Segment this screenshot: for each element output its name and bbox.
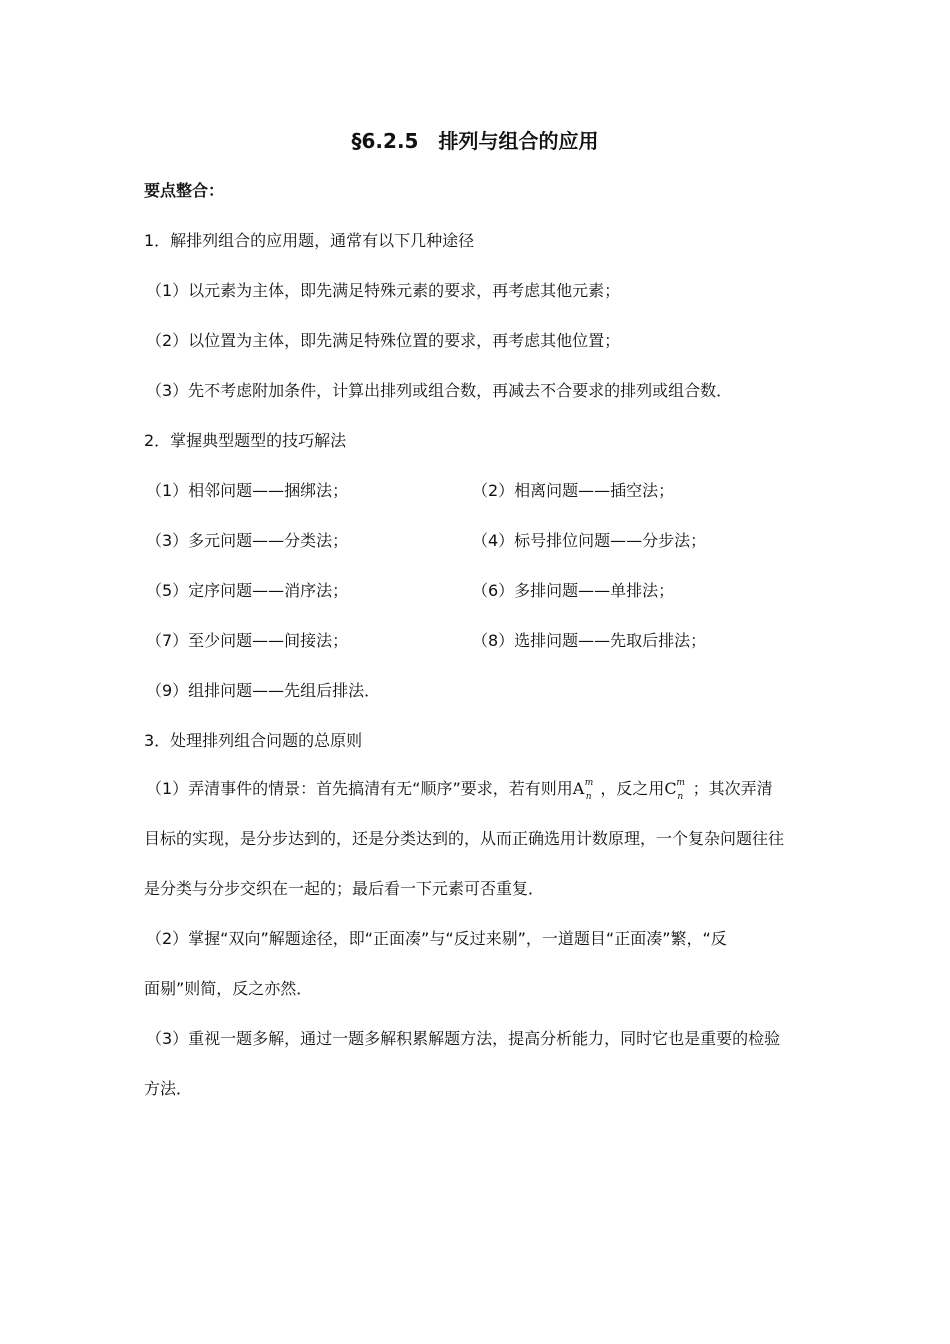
permutation-sub: n (585, 792, 592, 802)
s1-item-3: （3）先不考虑附加条件，计算出排列或组合数，再减去不合要求的排列或组合数． (146, 381, 733, 400)
s2-item-3: （3）多元问题——分类法； (146, 531, 349, 550)
s3-p3-line1: （3）重视一题多解，通过一题多解积累解题方法，提高分析能力，同时它也是重要的检验 (146, 1029, 781, 1048)
s2-item-8: （8）选排问题——先取后排法； (472, 631, 707, 650)
s2-item-5: （5）定序问题——消序法； (146, 581, 349, 600)
s3-heading: 3．处理排列组合问题的总原则 (144, 731, 363, 750)
s2-item-2: （2）相离问题——插空法； (472, 481, 675, 500)
s1-heading: 1．解排列组合的应用题，通常有以下几种途径 (144, 231, 475, 250)
combination-letter: C (664, 779, 677, 798)
s3-p2-line2: 面剔”则简，反之亦然． (144, 979, 313, 998)
s3-p1-text-a: （1）弄清事件的情景：首先搞清有无“顺序”要求，若有则用 (146, 779, 573, 798)
permutation-letter: A (572, 779, 585, 798)
permutation-sup: m (584, 778, 594, 788)
section-heading: 要点整合： (144, 181, 225, 200)
s1-item-1: （1）以元素为主体，即先满足特殊元素的要求，再考虑其他元素； (146, 281, 621, 300)
s3-p1-text-c: ；其次弄清 (692, 779, 773, 798)
s2-item-1: （1）相邻问题——捆绑法； (146, 481, 349, 500)
s2-item-6: （6）多排问题——单排法； (472, 581, 675, 600)
s2-item-4: （4）标号排位问题——分步法； (472, 531, 707, 550)
combination-sup: m (676, 778, 685, 788)
combination-symbol (664, 778, 692, 800)
s3-p1-line3: 是分类与分步交织在一起的；最后看一下元素可否重复． (144, 879, 545, 898)
s3-p3-line2: 方法． (144, 1079, 193, 1098)
combination-sub: n (677, 792, 684, 802)
s3-p2-line1: （2）掌握“双向”解题途径，即“正面凑”与“反过来剔”，一道题目“正面凑”繁，“反 (146, 929, 727, 948)
s3-p1-line2: 目标的实现，是分步达到的，还是分类达到的，从而正确选用计数原理，一个复杂问题往往 (144, 829, 785, 848)
s2-item-9: （9）组排问题——先组后排法． (146, 681, 381, 700)
permutation-symbol (573, 778, 601, 800)
s3-p1-line1 (146, 778, 773, 800)
s2-heading: 2．掌握典型题型的技巧解法 (144, 431, 347, 450)
page-title: §6.2.5 排列与组合的应用 (351, 129, 599, 153)
s1-item-2: （2）以位置为主体，即先满足特殊位置的要求，再考虑其他位置； (146, 331, 621, 350)
s2-item-7: （7）至少问题——间接法； (146, 631, 349, 650)
s3-p1-text-b: ，反之用 (600, 779, 665, 798)
